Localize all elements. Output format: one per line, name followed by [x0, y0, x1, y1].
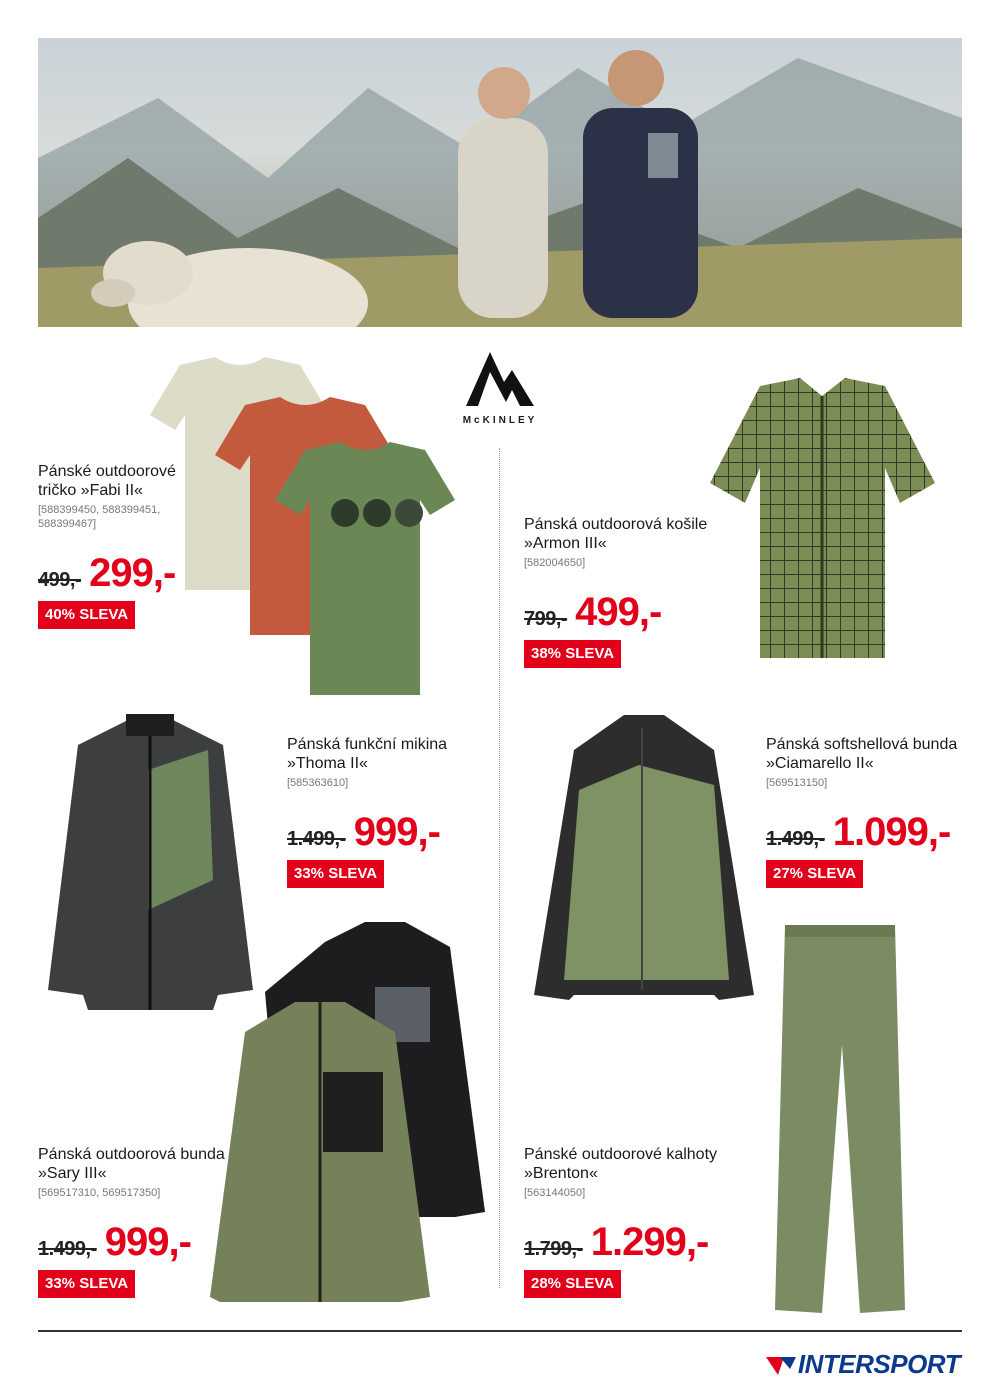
price-row — [38, 1222, 238, 1262]
logo-wordmark: McKINLEY — [462, 415, 538, 426]
new-price: 999,- — [353, 810, 440, 854]
new-price: 1.099,- — [832, 810, 951, 854]
product-card-sary — [38, 1145, 238, 1298]
product-codes: [582004650] — [524, 557, 586, 569]
price-row — [524, 1222, 724, 1262]
product-card-fabi — [38, 462, 178, 629]
old-price: 799,- — [524, 608, 568, 630]
intersport-swoosh-icon — [764, 1353, 798, 1377]
footer-rule — [38, 1330, 962, 1332]
discount-badge: 33% SLEVA — [287, 860, 384, 888]
product-codes: [563144050] — [524, 1187, 586, 1199]
discount-badge: 33% SLEVA — [38, 1270, 135, 1298]
softshell-image — [524, 710, 764, 1010]
old-price: 1.499,- — [287, 828, 346, 850]
price-row — [287, 812, 487, 852]
product-name: Pánské outdoorové kalhoty »Brenton« — [524, 1146, 718, 1182]
product-codes: [569513150] — [766, 777, 828, 789]
discount-badge: 27% SLEVA — [766, 860, 863, 888]
tshirts-image — [135, 355, 490, 700]
intersport-wordmark: INTERSPORT — [797, 1349, 960, 1379]
discount-badge: 40% SLEVA — [38, 601, 135, 629]
column-divider — [499, 448, 500, 1288]
new-price: 299,- — [89, 551, 176, 595]
product-card-thoma — [287, 735, 487, 888]
price-row — [766, 812, 966, 852]
product-codes: [588399450, 588399451, 588399467] — [38, 504, 161, 530]
old-price: 499,- — [38, 569, 82, 591]
product-card-ciamarello — [766, 735, 966, 888]
hero-banner — [38, 38, 962, 327]
new-price: 499,- — [575, 590, 662, 634]
shirt-image — [700, 378, 945, 663]
price-row — [524, 592, 724, 632]
product-card-brenton — [524, 1145, 724, 1298]
product-name: Pánské outdoorové tričko »Fabi II« — [38, 463, 176, 499]
old-price: 1.799,- — [524, 1238, 583, 1260]
hero-photo — [38, 38, 962, 327]
product-codes: [569517310, 569517350] — [38, 1187, 161, 1199]
new-price: 999,- — [104, 1220, 191, 1264]
old-price: 1.499,- — [38, 1238, 97, 1260]
product-name: Pánská outdoorová bunda »Sary III« — [38, 1146, 225, 1182]
product-codes: [585363610] — [287, 777, 349, 789]
pants-image — [770, 925, 910, 1315]
discount-badge: 38% SLEVA — [524, 640, 621, 668]
new-price: 1.299,- — [590, 1220, 709, 1264]
old-price: 1.499,- — [766, 828, 825, 850]
intersport-logo — [764, 1349, 960, 1380]
price-row — [38, 553, 178, 593]
product-card-armon — [524, 515, 724, 668]
product-name: Pánská outdoorová košile »Armon III« — [524, 516, 708, 552]
product-name: Pánská softshellová bunda »Ciamarello II« — [766, 736, 958, 772]
discount-badge: 28% SLEVA — [524, 1270, 621, 1298]
jackets-image — [205, 922, 490, 1320]
product-name: Pánská funkční mikina »Thoma II« — [287, 736, 448, 772]
